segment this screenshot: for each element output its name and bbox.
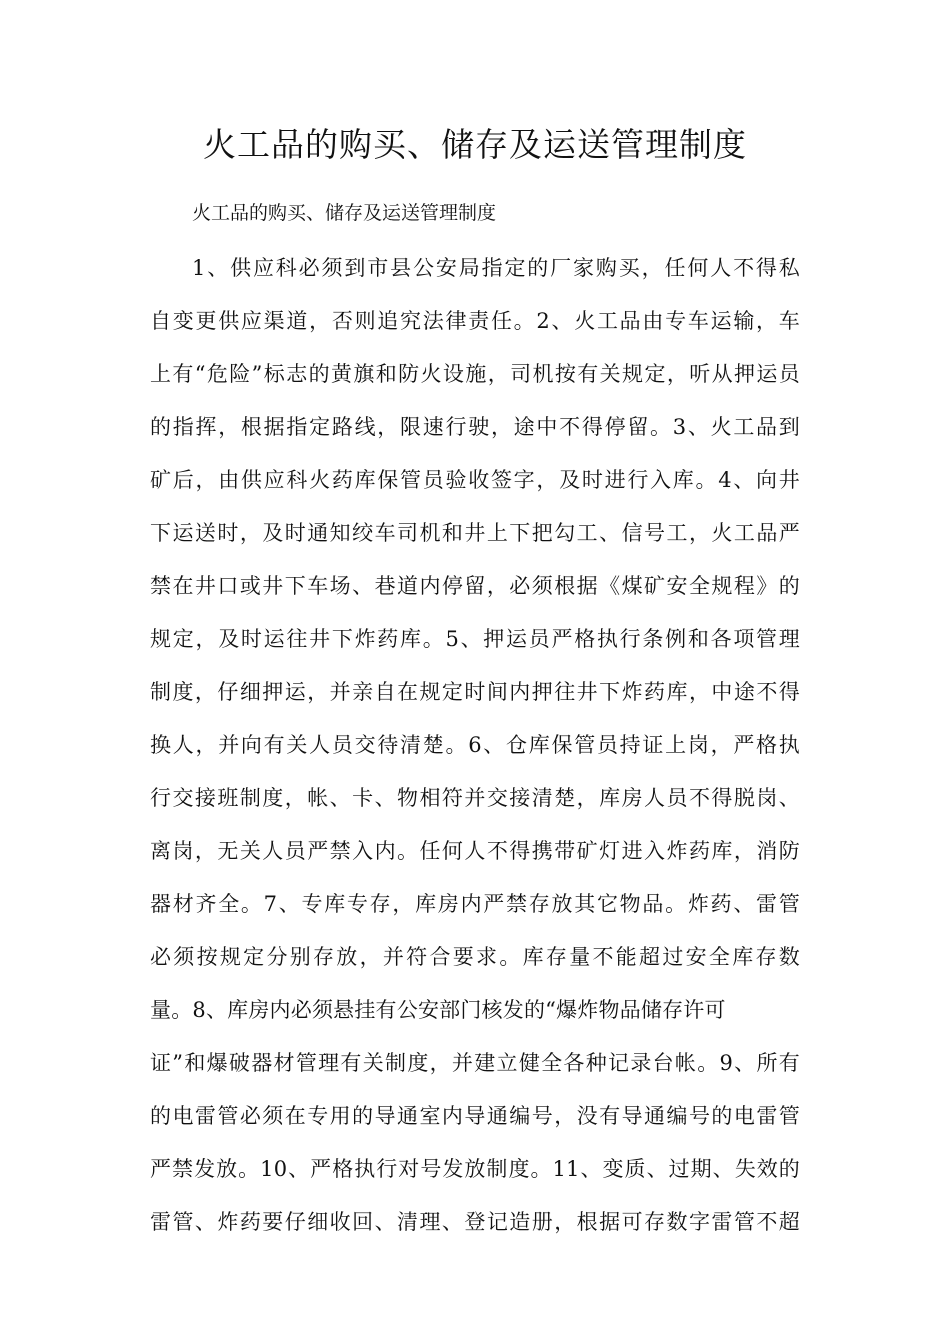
- body-line: 换人，并向有关人员交待清楚。6、仓库保管员持证上岗，严格执: [150, 733, 800, 757]
- body-line: 的电雷管必须在专用的导通室内导通编号，没有导通编号的电雷管: [150, 1104, 800, 1128]
- body-line: 证”和爆破器材管理有关制度，并建立健全各种记录台帐。9、所有: [150, 1051, 800, 1075]
- body-line: 1、供应科必须到市县公安局指定的厂家购买，任何人不得私: [192, 256, 800, 280]
- body-line: 下运送时，及时通知绞车司机和井上下把勾工、信号工，火工品严: [150, 521, 800, 545]
- body-line: 制度，仔细押运，并亲自在规定时间内押往井下炸药库，中途不得: [150, 680, 800, 704]
- body-line: 规定，及时运往井下炸药库。5、押运员严格执行条例和各项管理: [150, 627, 800, 651]
- body-line: 雷管、炸药要仔细收回、清理、登记造册，根据可存数字雷管不超: [150, 1210, 800, 1234]
- document-title: 火工品的购买、储存及运送管理制度: [203, 125, 747, 164]
- body-line: 上有“危险”标志的黄旗和防火设施，司机按有关规定，听从押运员: [150, 362, 800, 386]
- document-subtitle: 火工品的购买、储存及运送管理制度: [192, 202, 497, 224]
- body-line: 的指挥，根据指定路线，限速行驶，途中不得停留。3、火工品到: [150, 415, 800, 439]
- body-line: 禁在井口或井下车场、巷道内停留，必须根据《煤矿安全规程》的: [150, 574, 800, 598]
- body-line: 量。8、库房内必须悬挂有公安部门核发的“爆炸物品储存许可: [150, 998, 726, 1022]
- body-line: 矿后，由供应科火药库保管员验收签字，及时进行入库。4、向井: [150, 468, 800, 492]
- body-line: 自变更供应渠道，否则追究法律责任。2、火工品由专车运输，车: [150, 309, 800, 333]
- body-line: 必须按规定分别存放，并符合要求。库存量不能超过安全库存数: [150, 945, 800, 969]
- document-body: [150, 250, 800, 1257]
- body-line: 严禁发放。10、严格执行对号发放制度。11、变质、过期、失效的: [150, 1157, 800, 1181]
- body-line: 离岗，无关人员严禁入内。任何人不得携带矿灯进入炸药库，消防: [150, 839, 800, 863]
- body-line: 行交接班制度，帐、卡、物相符并交接清楚，库房人员不得脱岗、: [150, 786, 800, 810]
- body-line: 器材齐全。7、专库专存，库房内严禁存放其它物品。炸药、雷管: [150, 892, 800, 916]
